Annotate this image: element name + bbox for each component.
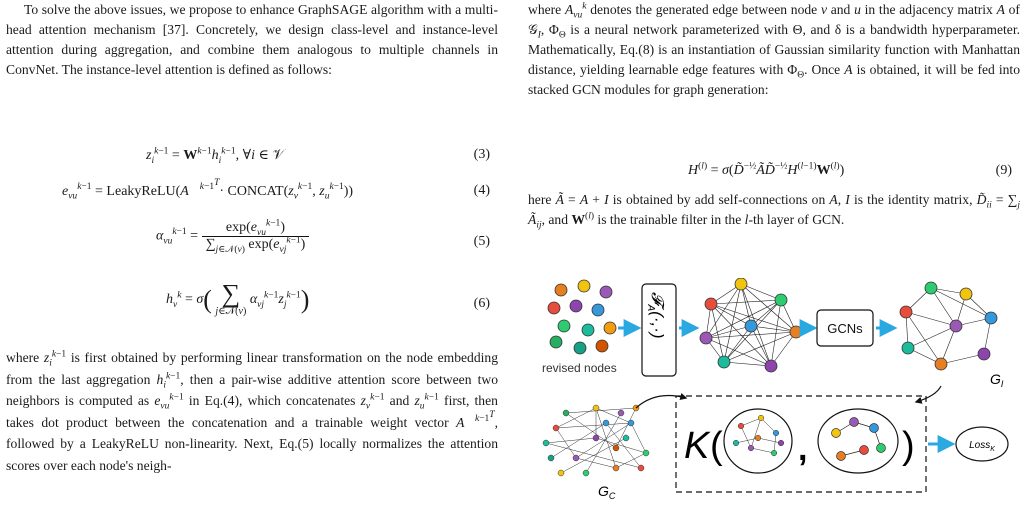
intro-paragraph: To solve the above issues, we propose to enhance GraphSAGE algorithm with a multi-head attention mechanism [37]. Concretely, we design class-level and instance-level attention during aggregation, and combine them analogous to multiple channels in ConvNet. The instance-level attention is defined as follows: xyxy=(6,2,498,77)
left-paragraph-2: where $z_i^{k-1}$ is first obtained by performing linear transformation on the node embedding from the last aggregation $h_i^{k-1}$, then a pair-wise additive attention score between two neighbors is computed as $e_{vu}^{k-1}$ in Eq.(4), which concatenates $z_v^{k-1}$ and $z_u^{k-1}$ first, then takes dot product between the concatenation and a trainable weight vector A⃗$^{k-1^T}$, followed by a LeakyReLU non-linearity. Next, Eq.(5) locally normalizes the attention scores over each node's neigh- xyxy=(6,349,498,473)
loss-label: Loss$_K$ xyxy=(969,440,995,453)
architecture-figure xyxy=(536,278,1021,500)
revised-nodes-label: revised nodes xyxy=(542,361,617,375)
gcns-label: GCNs xyxy=(827,321,863,336)
equation-5: $\alpha_{vu}^{k-1}$ = $\frac{\exp(e_{vu}^{k-1})}{\sum_{j\in 𝒩(v)} \exp(e_{vj}^{k-1})}$ (5) xyxy=(156,218,490,255)
equation-number: (6) xyxy=(473,296,490,311)
svg-text:(: ( xyxy=(710,425,723,467)
g-c-label: $G_C$ xyxy=(598,483,616,500)
equation-number: (9) xyxy=(995,163,1012,178)
instance-subgraph-ellipse xyxy=(818,409,898,473)
right-column xyxy=(528,0,1020,100)
svg-text:,: , xyxy=(798,430,808,468)
right-paragraph-1: where $A_{vu}^k$ denotes the generated edge between node v and u in the adjacency matrix A of 𝒢$_I$, $\Phi_\Theta$ is a neural network parameterized with Θ, and δ is a bandwidth hyperparameter. Mathematically, Eq.(8) is an instantiation of Gaussian similarity function with Manhattan distance, yielding learnable edge features with $\Phi_\Theta$. Once A is obtained, it will be fed into stacked GCN modules for graph generation: xyxy=(528,1,1020,97)
equation-number: (4) xyxy=(473,183,490,198)
leakyrelu-func: LeakyReLU xyxy=(106,183,176,199)
equation-6: $h_v^k = \sigma$( ∑ j∈𝒩(v) $\alpha_{vj}^{k-1}z_j^{k-1}$) (6) xyxy=(166,279,490,317)
kernel-label: K xyxy=(684,425,710,467)
right-paragraph-2: here Ã = A + I is obtained by add self-connections on A, I is the identity matrix, $D̃_{ii} = \sum_j$ $Ã_{ij}$, and $W^{(l)}$ is the trainable filter in the l-th layer of GCN. xyxy=(528,192,1021,231)
concat-func: CONCAT xyxy=(227,183,284,199)
equation-number: (5) xyxy=(473,234,490,249)
left-column xyxy=(6,0,498,80)
similarity-function-box xyxy=(642,284,676,376)
svg-text:): ) xyxy=(902,425,915,467)
gcns-box xyxy=(817,310,873,346)
svg-text:𝓕A(·,·): 𝓕$_A$(·,·) xyxy=(645,292,667,339)
revised-nodes-cluster xyxy=(548,280,616,354)
equation-number: (3) xyxy=(473,147,490,162)
g-i-label: $G_I$ xyxy=(990,371,1004,389)
